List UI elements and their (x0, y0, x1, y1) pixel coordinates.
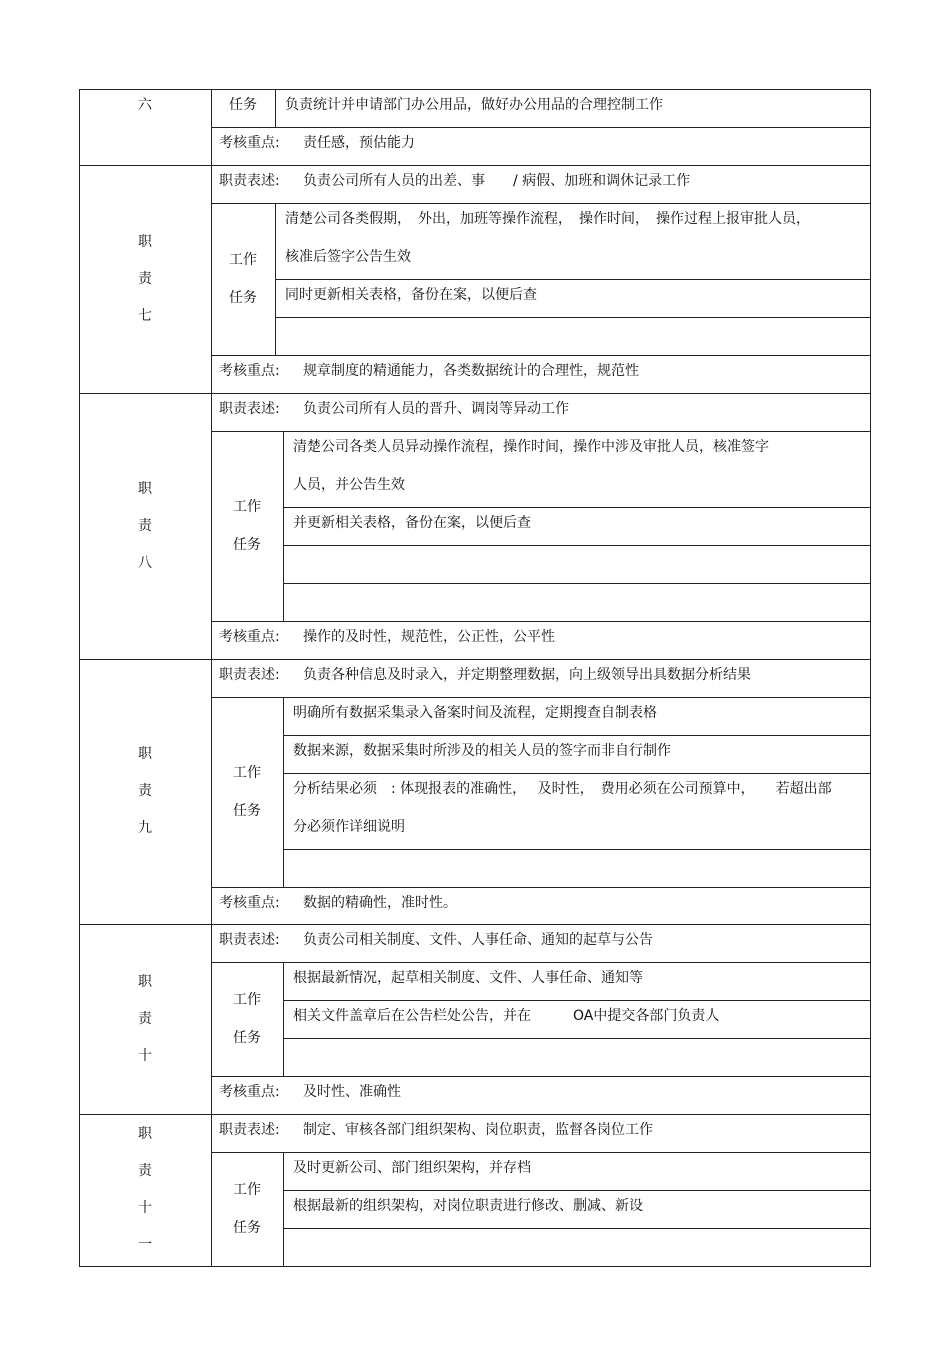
tasks-label: 任务 (233, 537, 261, 553)
duty-number-label: 六 (138, 97, 152, 113)
task-item: 分必须作详细说明 (293, 819, 405, 835)
table-rule (211, 697, 871, 698)
table-rule (211, 1076, 871, 1077)
duty-number-label: 九 (138, 820, 152, 836)
table-rule (211, 621, 871, 622)
table-rule (79, 89, 80, 1267)
table-rule (283, 962, 284, 1077)
duty-number-label: 十 (138, 1200, 152, 1216)
table-rule (211, 887, 871, 888)
duty-description-label: 职责表述: (219, 932, 280, 948)
duty-number-label: 七 (138, 307, 152, 324)
table-rule (79, 393, 871, 394)
duty-number-label: 责 (138, 783, 152, 799)
table-rule (79, 1266, 871, 1267)
duty-description: 负责公司所有人员的晋升、调岗等异动工作 (303, 401, 569, 417)
table-rule (275, 317, 871, 318)
table-rule (275, 279, 871, 280)
table-rule (79, 924, 871, 925)
tasks-label: 工作 (233, 765, 261, 781)
table-rule (283, 1228, 871, 1229)
table-rule (283, 849, 871, 850)
tasks-label: 任务 (233, 1220, 261, 1236)
table-rule (211, 962, 871, 963)
kpi-value: 及时性、准确性 (303, 1084, 401, 1100)
table-rule (283, 1190, 871, 1191)
table-rule (283, 697, 284, 888)
task-item: 数据来源，数据采集时所涉及的相关人员的签字而非自行制作 (293, 743, 671, 759)
tasks-label: 工作 (233, 992, 261, 1008)
table-rule (283, 773, 871, 774)
tasks-label: 任务 (233, 1030, 261, 1046)
duty-description-label: 职责表述: (219, 401, 280, 417)
table-rule (283, 1038, 871, 1039)
duty-number-label: 十 (138, 1047, 152, 1064)
table-rule (211, 355, 871, 356)
duty-description-label: 职责表述: (219, 173, 280, 189)
tasks-label: 工作 (233, 1182, 261, 1198)
duty-number-label: 八 (138, 554, 152, 571)
kpi-label: 考核重点: (219, 135, 280, 151)
duty-description: 制定、审核各部门组织架构、岗位职责，监督各岗位工作 (303, 1122, 653, 1138)
duty-description-label: 职责表述: (219, 667, 280, 683)
tasks-label: 任务 (229, 290, 257, 306)
table-rule (283, 735, 871, 736)
table-rule (283, 545, 871, 546)
duty-number-label: 职 (138, 973, 152, 990)
table-rule (79, 89, 871, 90)
task-item: 负责统计并申请部门办公用品，做好办公用品的合理控制工作 (285, 97, 663, 113)
duty-number-label: 责 (138, 1010, 152, 1027)
kpi-value: 数据的精确性，准时性。 (303, 895, 457, 911)
duty-number-label: 责 (138, 517, 152, 534)
kpi-label: 考核重点: (219, 895, 280, 911)
task-item: 并更新相关表格，备份在案，以便后查 (293, 515, 531, 531)
duty-description: 负责公司所有人员的出差、事 / 病假、加班和调休记录工作 (303, 173, 691, 189)
tasks-label: 任务 (233, 803, 261, 819)
duty-number-label: 职 (138, 233, 152, 250)
duty-description: 负责各种信息及时录入，并定期整理数据，向上级领导出具数据分析结果 (303, 667, 751, 683)
kpi-label: 考核重点: (219, 629, 280, 645)
task-item: 相关文件盖章后在公告栏处公告，并在 OA中提交各部门负责人 (293, 1008, 720, 1024)
table-rule (79, 1114, 871, 1115)
duty-number-label: 责 (138, 270, 152, 287)
task-item: 明确所有数据采集录入备案时间及流程，定期搜查自制表格 (293, 705, 657, 721)
task-item: 同时更新相关表格，备份在案，以便后查 (285, 287, 537, 303)
duty-description: 负责公司相关制度、文件、人事任命、通知的起草与公告 (303, 932, 653, 948)
table-rule (283, 1152, 284, 1267)
table-rule (79, 659, 871, 660)
kpi-value: 操作的及时性，规范性，公正性，公平性 (303, 629, 555, 645)
table-rule (211, 1152, 871, 1153)
tasks-label: 工作 (233, 499, 261, 515)
duty-number-label: 责 (138, 1163, 152, 1179)
kpi-label: 考核重点: (219, 363, 280, 379)
table-rule (283, 431, 284, 622)
table-rule (283, 583, 871, 584)
task-item: 核准后签字公告生效 (285, 249, 411, 265)
table-rule (79, 165, 871, 166)
task-item: 根据最新的组织架构，对岗位职责进行修改、删减、新设 (293, 1198, 643, 1214)
table-rule (870, 89, 871, 1267)
table-rule (211, 431, 871, 432)
duty-number-label: 一 (138, 1237, 152, 1253)
table-rule (283, 1000, 871, 1001)
table-rule (211, 203, 871, 204)
task-item: 清楚公司各类假期， 外出，加班等操作流程， 操作时间， 操作过程上报审批人员， (285, 211, 810, 227)
task-item: 清楚公司各类人员异动操作流程，操作时间，操作中涉及审批人员，核准签字 (293, 439, 769, 455)
kpi-value: 责任感，预估能力 (303, 135, 415, 151)
duty-number-label: 职 (138, 480, 152, 497)
tasks-label: 工作 (229, 252, 257, 268)
task-item: 根据最新情况，起草相关制度、文件、人事任命、通知等 (293, 970, 643, 986)
table-rule (283, 507, 871, 508)
tasks-label: 任务 (229, 97, 257, 113)
table-rule (211, 127, 871, 128)
duty-description-label: 职责表述: (219, 1122, 280, 1138)
task-item: 分析结果必须 : 体现报表的准确性， 及时性， 费用必须在公司预算中， 若超出部 (293, 781, 832, 797)
kpi-label: 考核重点: (219, 1084, 280, 1100)
task-item: 及时更新公司、部门组织架构，并存档 (293, 1160, 531, 1176)
duty-number-label: 职 (138, 1126, 152, 1142)
task-item: 人员，并公告生效 (293, 477, 405, 493)
table-rule (275, 203, 276, 356)
duty-number-label: 职 (138, 746, 152, 762)
kpi-value: 规章制度的精通能力，各类数据统计的合理性，规范性 (303, 363, 639, 379)
